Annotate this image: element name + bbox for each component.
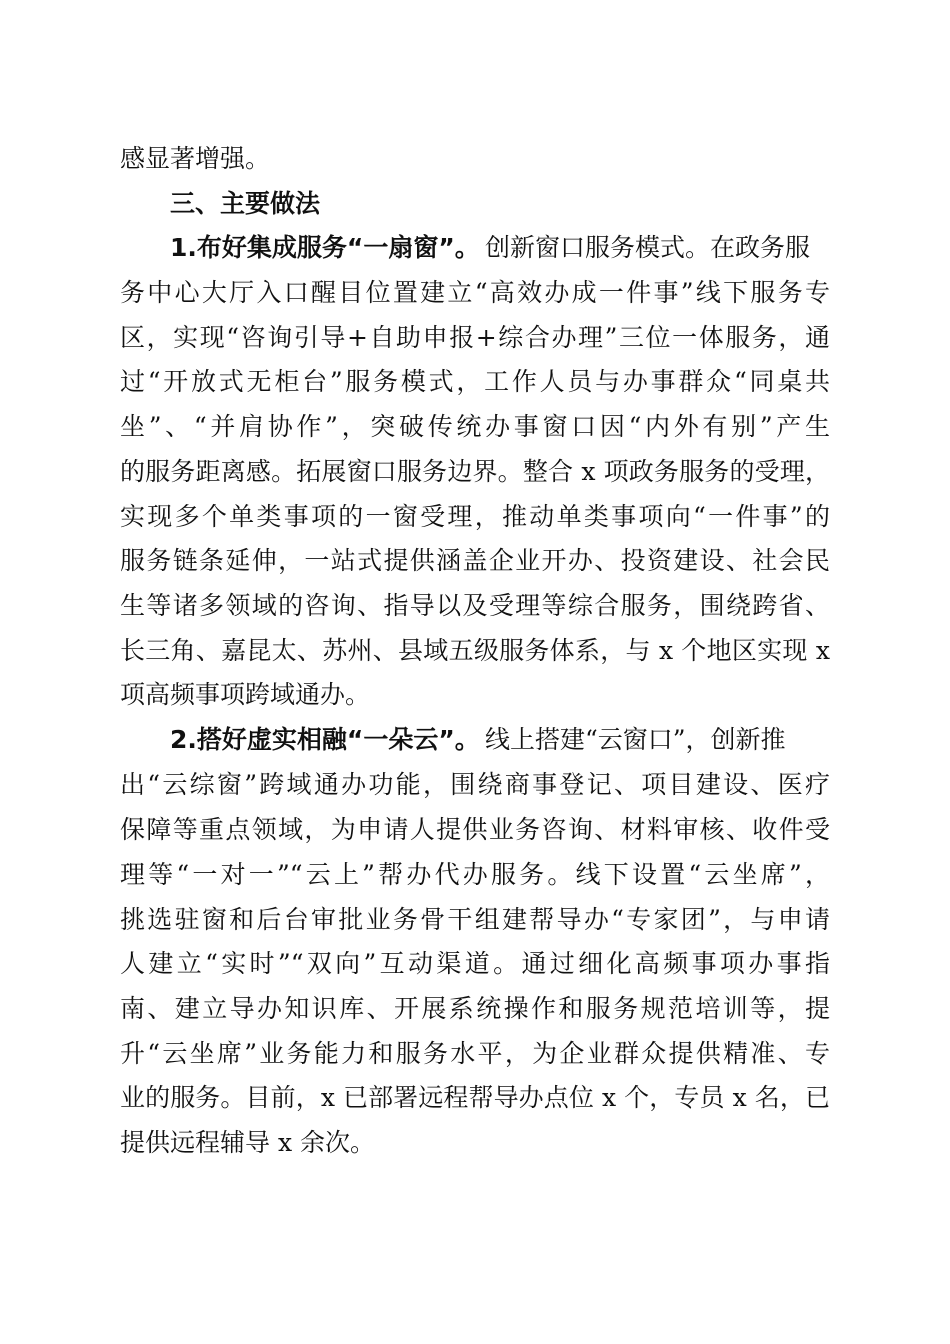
paragraph-1-line-6: 的服务距离感。拓展窗口服务边界。整合 x 项政务服务的受理， [120,457,830,486]
paragraph-1-line-7: 实现多个单类事项的一窗受理，推动单类事项向“一件事”的 [120,502,830,531]
paragraph-1-line-9: 生等诸多领域的咨询、指导以及受理等综合服务，围绕跨省、 [120,591,830,620]
paragraph-2-line-9: 业的服务。目前，x 已部署远程帮导办点位 x 个，专员 x 名，已 [120,1083,830,1112]
paragraph-1-line-2: 务中心大厅入口醒目位置建立“高效办成一件事”线下服务专 [120,278,830,307]
paragraph-1-line-1: 创新窗口服务模式。在政务服 [485,233,811,262]
paragraph-2-lead: 2.搭好虚实相融“一朵云”。 [170,725,480,754]
paragraph-2-line-5: 挑选驻窗和后台审批业务骨干组建帮导办“专家团”，与申请 [120,905,830,934]
paragraph-1-line-11: 项高频事项跨域通办。 [120,680,371,709]
paragraph-2-line-7: 南、建立导办知识库、开展系统操作和服务规范培训等，提 [120,994,830,1023]
paragraph-2-line-8: 升“云坐席”业务能力和服务水平，为企业群众提供精准、专 [120,1039,830,1068]
paragraph-2-line-6: 人建立“实时”“双向”互动渠道。通过细化高频事项办事指 [120,949,830,978]
paragraph-1-lead: 1.布好集成服务“一扇窗”。 [170,233,480,262]
paragraph-2-line-4: 理等“一对一”“云上”帮办代办服务。线下设置“云坐席”， [120,860,830,889]
paragraph-1-line-8: 服务链条延伸，一站式提供涵盖企业开办、投资建设、社会民 [120,546,830,575]
paragraph-1-line-10: 长三角、嘉昆太、苏州、县域五级服务体系，与 x 个地区实现 x [120,636,830,665]
paragraph-2-line-1: 线上搭建“云窗口”，创新推 [485,725,786,754]
paragraph-2-line-3: 保障等重点领域，为申请人提供业务咨询、材料审核、收件受 [120,815,830,844]
section-heading: 三、主要做法 [170,189,321,218]
paragraph-2-line-2: 出“云综窗”跨域通办功能，围绕商事登记、项目建设、医疗 [120,770,830,799]
continuation-text: 感显著增强。 [120,144,271,173]
paragraph-2-line-10: 提供远程辅导 x 余次。 [120,1128,375,1157]
paragraph-1-line-3: 区，实现“咨询引导+自助申报+综合办理”三位一体服务，通 [120,323,830,352]
paragraph-1-line-4: 过“开放式无柜台”服务模式，工作人员与办事群众“同桌共 [120,367,830,396]
paragraph-1-line-5: 坐”、“并肩协作”，突破传统办事窗口因“内外有别”产生 [120,412,830,441]
